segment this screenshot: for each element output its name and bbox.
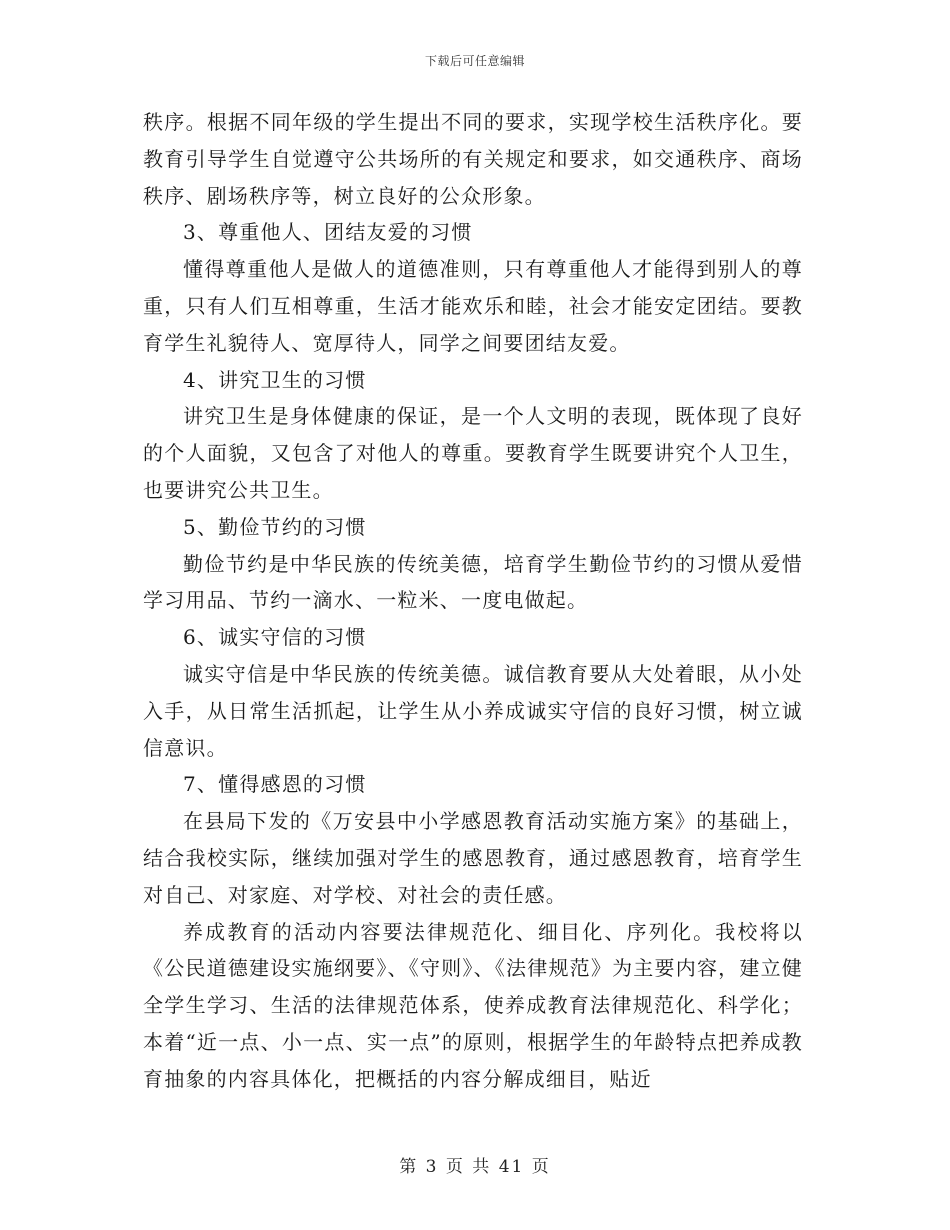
section-heading: 3、尊重他人、团结友爱的习惯 bbox=[183, 220, 473, 245]
section-heading: 7、懂得感恩的习惯 bbox=[183, 772, 367, 797]
paragraph: 养成教育的活动内容要法律规范化、细目化、序列化。我校将以《公民道德建设实施纲要》、《守则》、《法律规范》为主要内容，建立健全学生学习、生活的法律规范体系，使养成教育法律规范化、科学化；本着“近一点、小一点、实一点”的原则，根据学生的年龄特点把养成教育抽象的内容具体化，把概括的内容分解成细目，贴近 bbox=[143, 919, 803, 1091]
paragraph: 懂得尊重他人是做人的道德准则，只有尊重他人才能得到别人的尊重，只有人们互相尊重，生活才能欢乐和睦，社会才能安定团结。要教育学生礼貌待人、宽厚待人，同学之间要团结友爱。 bbox=[143, 257, 803, 355]
section-heading: 6、诚实守信的习惯 bbox=[183, 625, 367, 650]
paragraph: 诚实守信是中华民族的传统美德。诚信教育要从大处着眼，从小处入手，从日常生活抓起，让学生从小养成诚实守信的良好习惯，树立诚信意识。 bbox=[143, 661, 803, 760]
paragraph: 秩序。根据不同年级的学生提出不同的要求，实现学校生活秩序化。要教育引导学生自觉遵守公共场所的有关规定和要求，如交通秩序、商场秩序、剧场秩序等，树立良好的公众形象。 bbox=[143, 110, 803, 208]
section-heading: 4、讲究卫生的习惯 bbox=[183, 367, 367, 392]
document-body bbox=[143, 104, 803, 1098]
paragraph: 勤俭节约是中华民族的传统美德，培育学生勤俭节约的习惯从爱惜学习用品、节约一滴水、一粒米、一度电做起。 bbox=[143, 551, 803, 613]
page-number-footer: 第 3 页 共 41 页 bbox=[399, 1157, 551, 1177]
page-header: 下载后可任意编辑 bbox=[424, 54, 525, 68]
paragraph: 在县局下发的《万安县中小学感恩教育活动实施方案》的基础上，结合我校实际，继续加强对学生的感恩教育，通过感恩教育，培育学生对自己、对家庭、对学校、对社会的责任感。 bbox=[143, 809, 803, 907]
paragraph: 讲究卫生是身体健康的保证，是一个人文明的表现，既体现了良好的个人面貌，又包含了对他人的尊重。要教育学生既要讲究个人卫生，也要讲究公共卫生。 bbox=[143, 404, 803, 502]
section-heading: 5、勤俭节约的习惯 bbox=[183, 514, 367, 539]
